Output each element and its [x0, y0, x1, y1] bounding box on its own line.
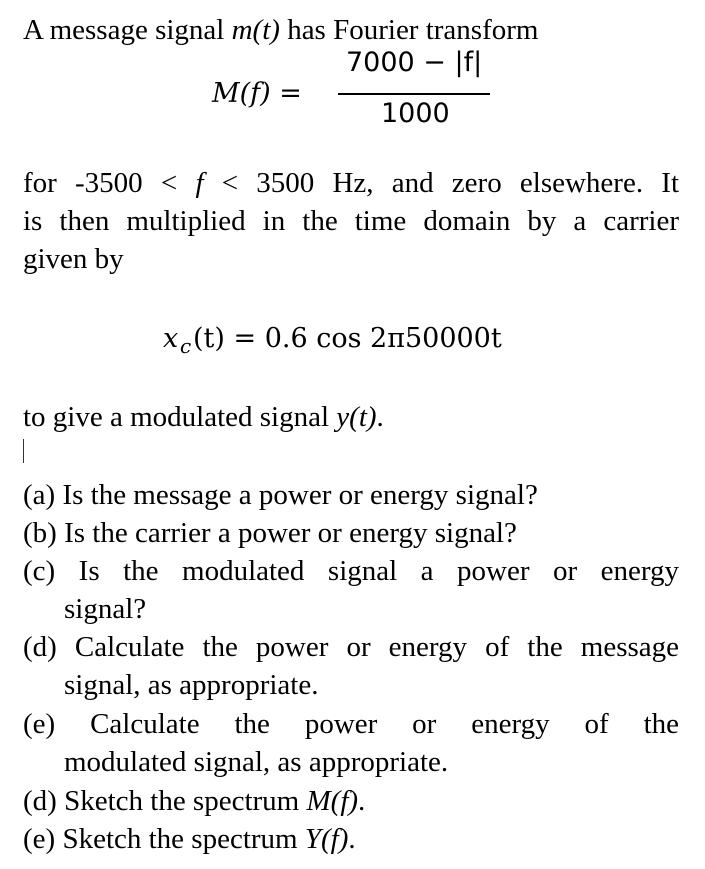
question-text: Is the modulated signal a power or energy: [78, 555, 679, 587]
question-c-cont: signal?: [64, 593, 147, 625]
question-d-cont: signal, as appropriate.: [64, 669, 319, 701]
range-line-1: [23, 164, 679, 202]
question-end: .: [348, 823, 356, 855]
modulated-prefix: to give a modulated signal: [23, 401, 337, 433]
question-text: Is the carrier a power or energy signal?: [64, 517, 517, 549]
question-label: (e): [23, 823, 56, 855]
carrier-x: x: [163, 323, 179, 354]
carrier-rest: (t) = 0.6 cos 2π50000t: [193, 323, 502, 354]
question-label: (a): [23, 479, 56, 511]
range-line-3: given by: [23, 243, 124, 275]
range-text-b: < 3500 Hz, and zero elsewhere. It: [203, 167, 679, 199]
range-f-symbol: f: [195, 167, 204, 199]
question-c: [23, 552, 679, 590]
spectrum-symbol: M(f): [306, 785, 359, 817]
question-text: Sketch the spectrum: [62, 823, 305, 855]
question-label: (d): [23, 785, 57, 817]
question-sketch-m: [23, 782, 679, 820]
question-e-cont: modulated signal, as appropriate.: [64, 746, 449, 778]
fourier-denominator: 1000: [381, 98, 450, 129]
question-label: (b): [23, 517, 57, 549]
question-sketch-y: [23, 820, 679, 858]
question-d: [23, 628, 679, 666]
question-b: [23, 514, 679, 552]
message-symbol: m(t): [231, 14, 280, 46]
modulated-symbol: y(t): [336, 401, 377, 433]
question-text: Calculate the power or energy of the: [90, 708, 679, 740]
fourier-lhs: M(f) =: [212, 78, 302, 109]
question-text: Calculate the power or energy of the message: [74, 631, 680, 663]
intro-prefix: A message signal: [23, 14, 232, 46]
modulated-suffix: .: [376, 401, 384, 433]
intro-suffix: has Fourier transform: [279, 14, 539, 46]
spectrum-symbol: Y(f): [304, 823, 349, 855]
range-line-2: is then multiplied in the time domain by a carrier: [23, 205, 679, 237]
text-cursor: [23, 439, 24, 463]
fraction-bar: [338, 93, 490, 95]
question-label: (c): [23, 555, 56, 587]
question-text: Is the message a power or energy signal?: [62, 479, 538, 511]
fourier-numerator: 7000 − |f|: [346, 47, 483, 78]
question-text: Sketch the spectrum: [64, 785, 307, 817]
question-label: (e): [23, 708, 56, 740]
question-end: .: [358, 785, 366, 817]
intro-line: [23, 11, 679, 49]
carrier-subscript: c: [180, 334, 192, 358]
question-e: [23, 705, 679, 743]
modulated-line: [23, 398, 679, 436]
question-a: [23, 476, 679, 514]
range-text-a: for -3500 <: [23, 167, 196, 199]
question-label: (d): [23, 631, 57, 663]
